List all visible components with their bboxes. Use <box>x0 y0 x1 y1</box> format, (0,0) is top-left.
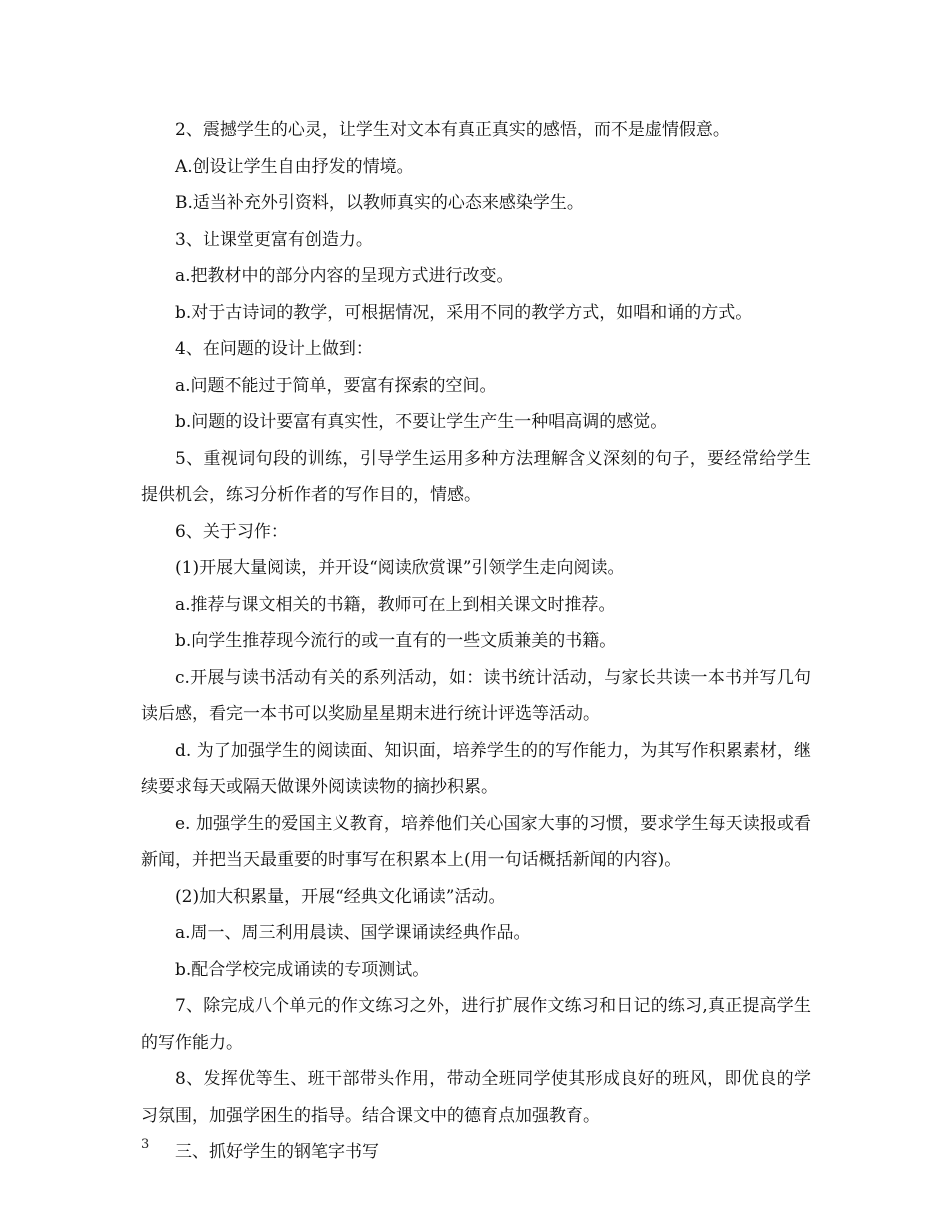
paragraph-8: a.问题不能过于简单，要富有探索的空间。 <box>175 375 497 396</box>
paragraph-1: 2、震撼学生的心灵，让学生对文本有真正真实的感悟，而不是虚情假意。 <box>175 120 730 140</box>
paragraph-7: 4、在问题的设计上做到： <box>175 339 373 359</box>
paragraph-18: (2)加大积累量，开展“经典文化诵读”活动。 <box>175 886 506 907</box>
paragraph-23: 三、抓好学生的钢笔字书写 <box>175 1142 379 1162</box>
paragraph-13: a.推荐与课文相关的书籍，教师可在上到相关课文时推荐。 <box>175 594 616 615</box>
paragraph-19: a.周一、周三利用晨读、国学课诵读经典作品。 <box>175 923 531 943</box>
paragraph-6: b.对于古诗词的教学，可根据情况，采用不同的教学方式，如唱和诵的方式。 <box>175 302 753 323</box>
paragraph-22: 8、发挥优等生、班干部带头作用，带动全班同学使其形成良好的班风，即优良的学习氛围，加强学困生的指导。结合课文中的德育点加强教育。 <box>141 1069 811 1126</box>
paragraph-5: a.把教材中的部分内容的呈现方式进行改变。 <box>175 266 514 286</box>
paragraph-12: (1)开展大量阅读，并开设“阅读欣赏课”引领学生走向阅读。 <box>175 558 625 578</box>
page-number: 3 <box>141 1137 150 1152</box>
paragraph-21: 7、除完成八个单元的作文练习之外，进行扩展作文练习和日记的练习,真正提高学生的写作能力。 <box>141 996 811 1053</box>
paragraph-10: 5、重视词句段的训练，引导学生运用多种方法理解含义深刻的句子，要经常给学生提供机会，练习分析作者的写作目的，情感。 <box>141 448 811 505</box>
paragraph-15: c.开展与读书活动有关的系列活动，如：读书统计活动，与家长共读一本书并写几句读后感，看完一本书可以奖励星星期末进行统计评选等活动。 <box>141 667 811 724</box>
paragraph-2: A.创设让学生自由抒发的情境。 <box>175 156 414 177</box>
paragraph-9: b.问题的设计要富有真实性，不要让学生产生一种唱高调的感觉。 <box>175 412 668 432</box>
paragraph-3: B.适当补充外引资料，以教师真实的心态来感染学生。 <box>175 193 584 213</box>
page-body <box>141 112 811 1171</box>
paragraph-20: b.配合学校完成诵读的专项测试。 <box>175 959 430 980</box>
paragraph-11: 6、关于习作： <box>175 521 288 542</box>
paragraph-4: 3、让课堂更富有创造力。 <box>175 229 373 250</box>
paragraph-17: e. 加强学生的爱国主义教育，培养他们关心国家大事的习惯，要求学生每天读报或看新闻，并把当天最重要的时事写在积累本上(用一句话概括新闻的内容)。 <box>141 813 811 870</box>
paragraph-16: d. 为了加强学生的阅读面、知识面，培养学生的的写作能力，为其写作积累素材，继续要求每天或隔天做课外阅读读物的摘抄积累。 <box>141 740 811 797</box>
paragraph-14: b.向学生推荐现今流行的或一直有的一些文质兼美的书籍。 <box>175 631 617 651</box>
